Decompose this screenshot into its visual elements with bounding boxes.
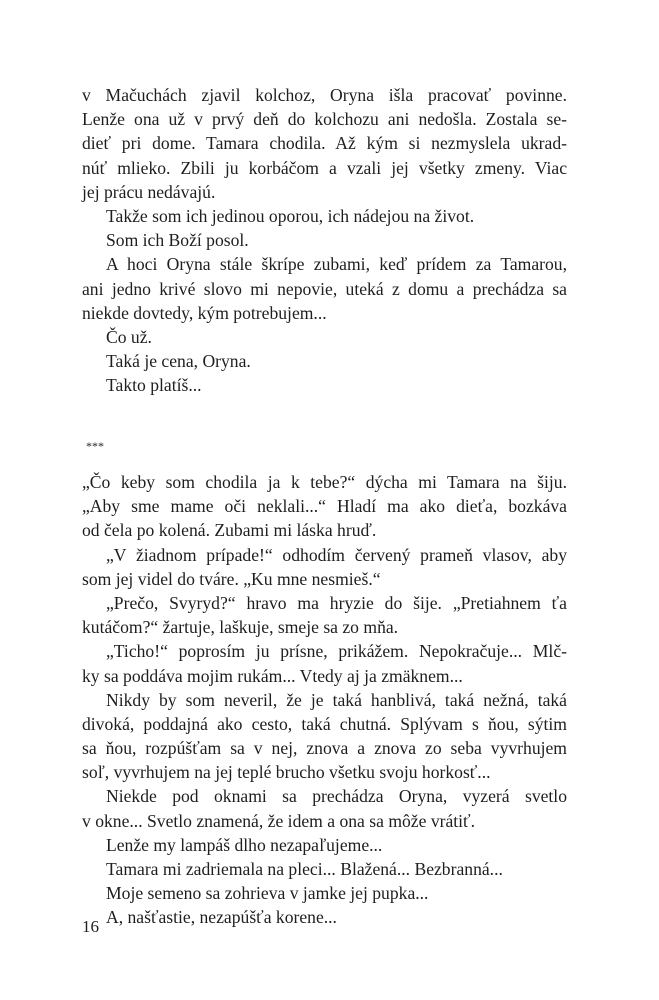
- text-line: Taká je cena, Oryna.: [106, 351, 251, 372]
- text-line: A, našťastie, nezapúšťa korene...: [106, 907, 337, 928]
- text-line: Takto platíš...: [106, 375, 202, 396]
- text-line: Čo už.: [106, 326, 152, 347]
- text-line: Lenže ona už v prvý deň do kolchozu ani nedošla. Zostala se-: [82, 109, 567, 130]
- text-line: som jej videl do tváre. „Ku mne nesmieš.“: [82, 568, 381, 589]
- text-section-2: [82, 470, 567, 930]
- page-number: 16: [82, 917, 99, 936]
- text-line: sa ňou, rozpúšťam sa v nej, znova a znova zo seba vyvrhujem: [82, 738, 567, 759]
- text-line: v Mačuchách zjavil kolchoz, Oryna išla pracovať povinne.: [82, 85, 567, 105]
- text-line: Lenže my lampáš dlho nezapaľujeme...: [106, 834, 383, 855]
- text-line: „Čo keby som chodila ja k tebe?“ dýcha mi Tamara na šiju.: [82, 472, 567, 493]
- text-line: niekde dovtedy, kým potrebujem...: [82, 302, 327, 323]
- text-line: „V žiadnom prípade!“ odhodím červený prameň vlasov, aby: [106, 544, 567, 565]
- text-line: v okne... Svetlo znamená, že idem a ona sa môže vrátiť.: [82, 810, 475, 831]
- text-line: Som ich Boží posol.: [106, 230, 249, 251]
- text-line: Nikdy by som neveril, že je taká hanblivá, taká nežná, taká: [106, 689, 567, 710]
- text-line: „Aby sme mame oči neklali...“ Hladí ma ako dieťa, bozkáva: [82, 496, 567, 517]
- text-line: jej prácu nedávajú.: [82, 181, 216, 202]
- text-line: „Prečo, Svyryd?“ hravo ma hryzie do šije. „Pretiahnem ťa: [106, 592, 567, 613]
- text-line: Tamara mi zadriemala na pleci... Blažená... Bezbranná...: [106, 859, 503, 880]
- text-line: Takže som ich jedinou oporou, ich nádejou na život.: [106, 205, 475, 226]
- text-line: soľ, vyvrhujem na jej teplé brucho všetku svoju horkosť...: [82, 762, 491, 783]
- blank-line: [82, 397, 567, 421]
- text-section-1: [82, 83, 567, 397]
- text-line: kutáčom?“ žartuje, laškuje, smeje sa zo mňa.: [82, 617, 399, 638]
- text-line: A hoci Oryna stále škrípe zubami, keď prídem za Tamarou,: [106, 254, 567, 275]
- page-body: [82, 83, 567, 930]
- text-line: divoká, poddajná ako cesto, taká chutná. Splývam s ňou, sýtim: [82, 713, 567, 734]
- text-line: núť mlieko. Zbili ju korbáčom a vzali jej všetky zmeny. Viac: [82, 157, 567, 178]
- section-separator: ***: [86, 438, 104, 453]
- text-line: ani jedno krivé slovo mi nepovie, uteká z domu a prechádza sa: [82, 278, 567, 299]
- text-line: „Ticho!“ poprosím ju prísne, prikážem. Nepokračuje... Mlč-: [106, 641, 567, 662]
- text-line: Moje semeno sa zohrieva v jamke jej pupka...: [106, 883, 429, 904]
- text-line: dieť pri dome. Tamara chodila. Až kým si nezmyslela ukrad-: [82, 133, 567, 154]
- text-line: ky sa poddáva mojim rukám... Vtedy aj ja zmäknem...: [82, 665, 463, 686]
- text-line: Niekde pod oknami sa prechádza Oryna, vyzerá svetlo: [106, 786, 567, 807]
- text-line: od čela po kolená. Zubami mi láska hruď.: [82, 520, 377, 541]
